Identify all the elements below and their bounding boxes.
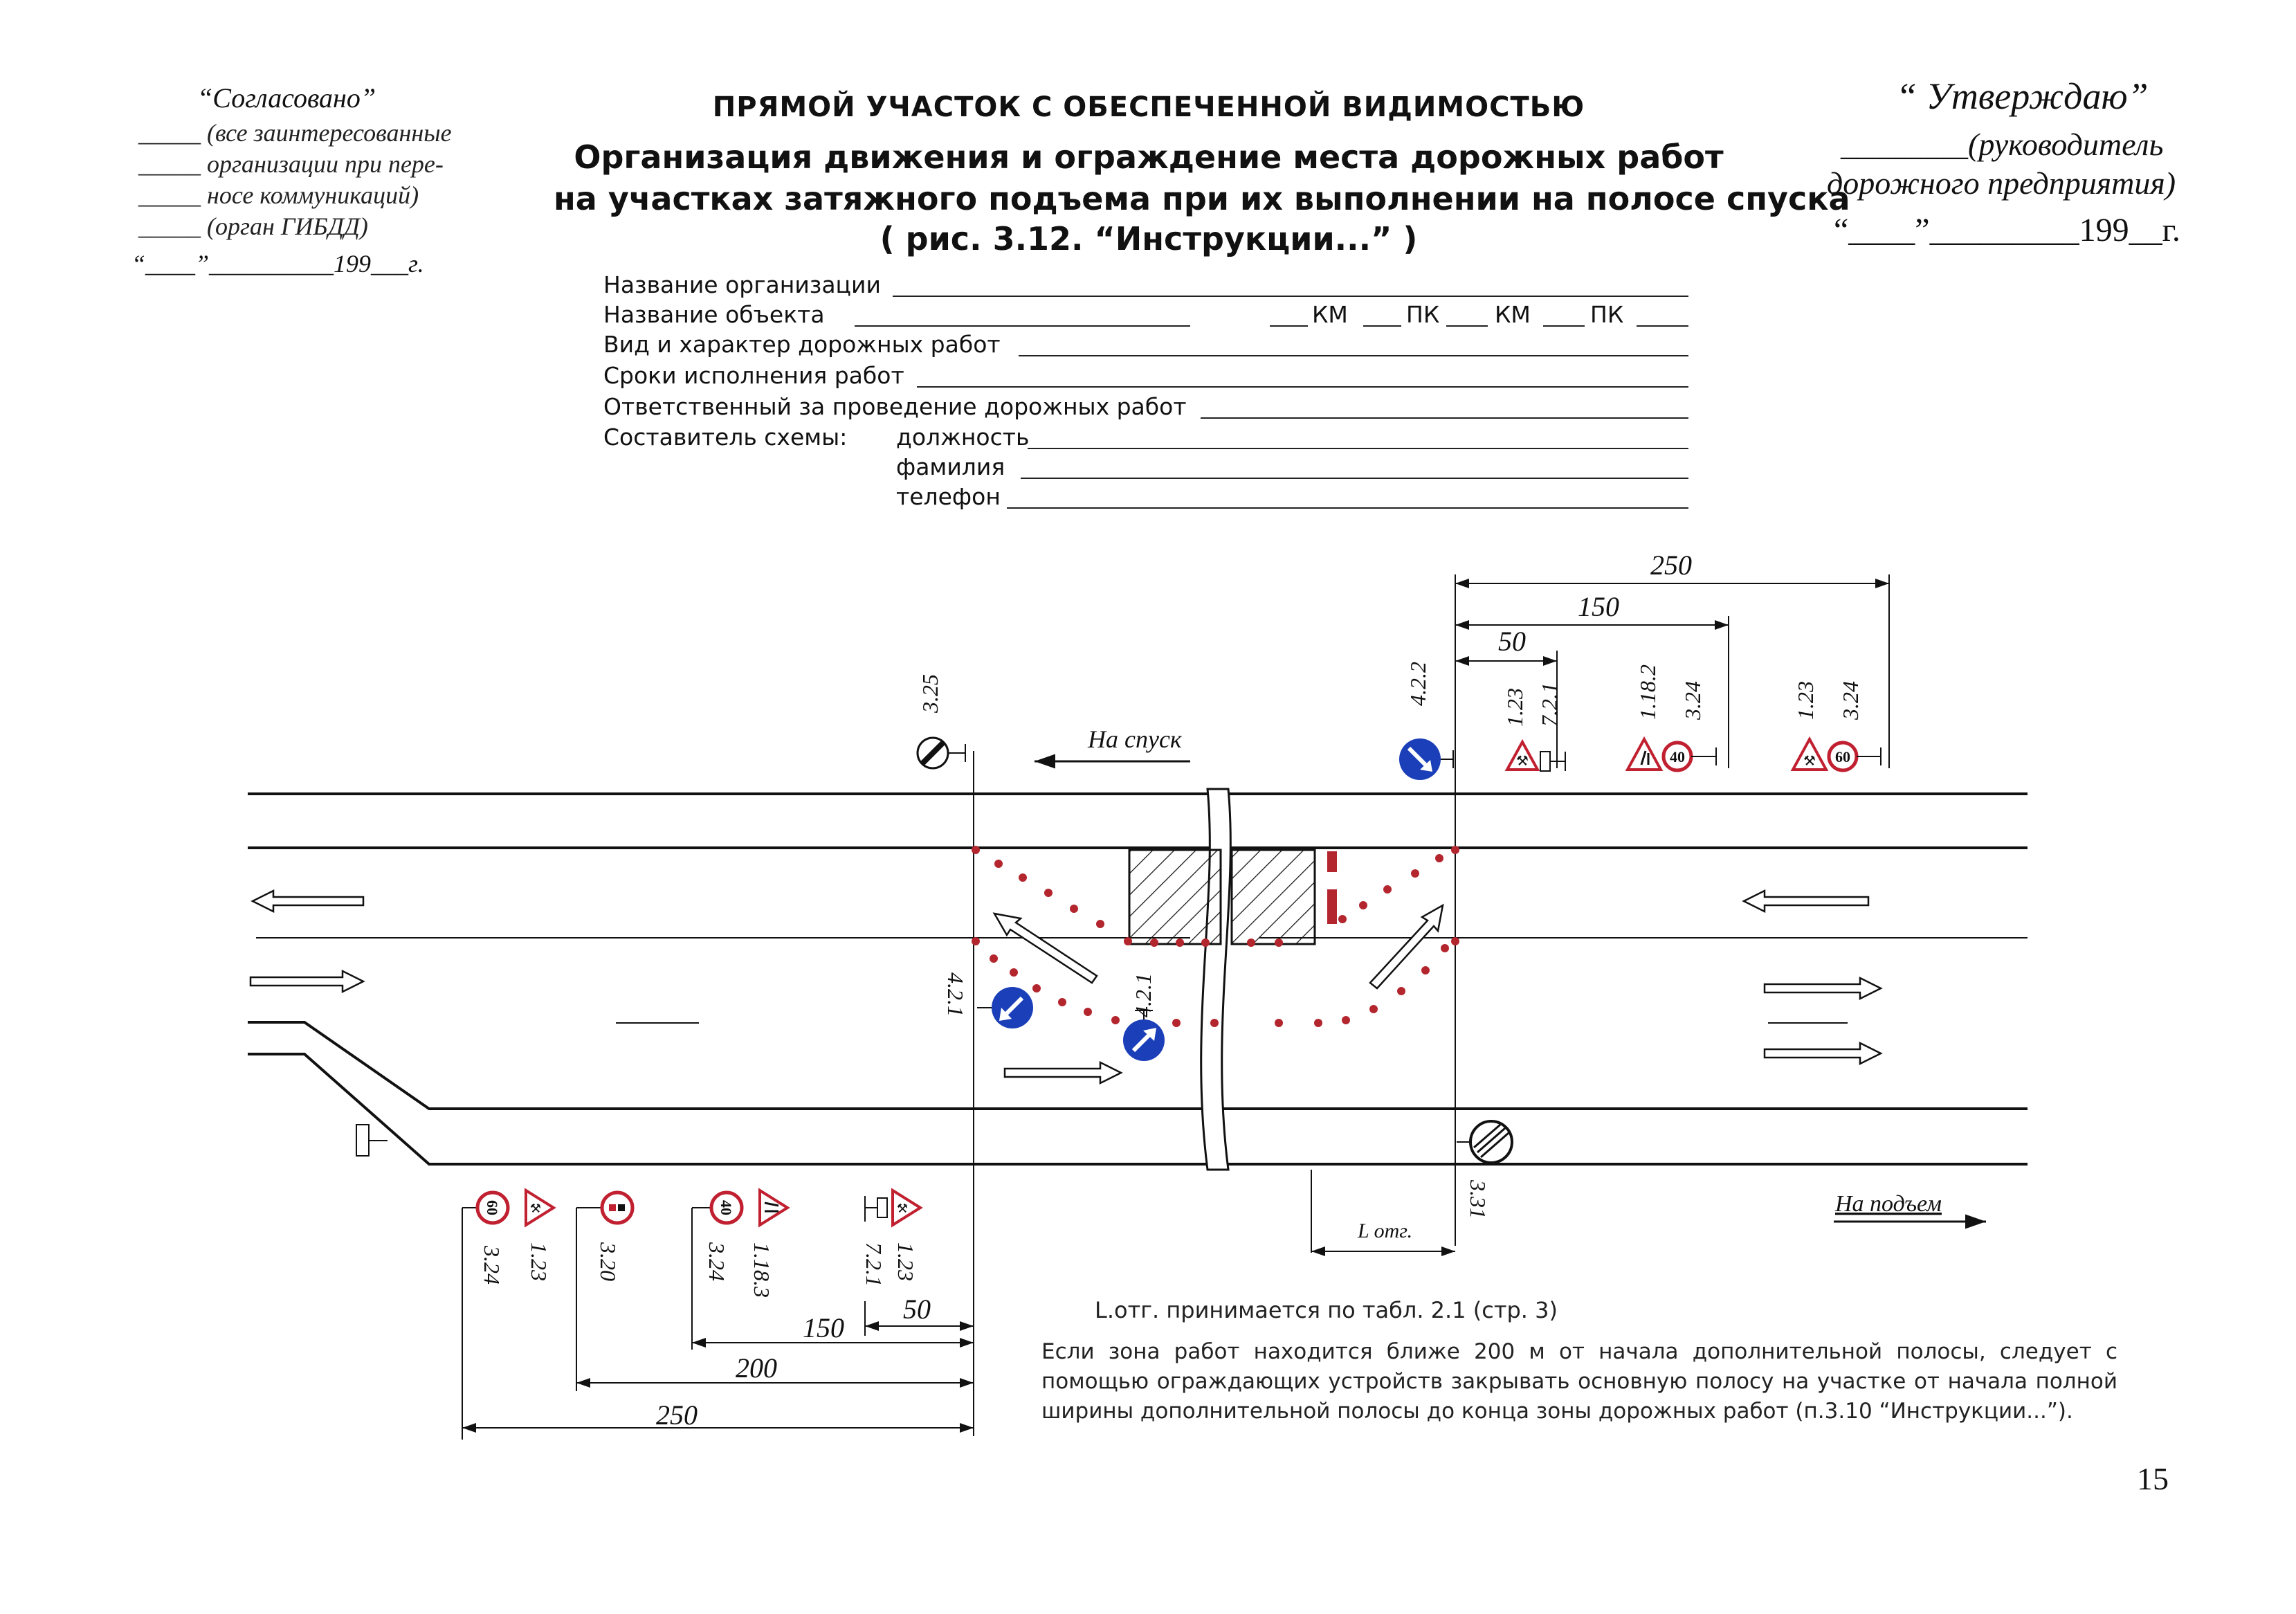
approval-left-title: “Согласовано” (197, 82, 376, 114)
form-pk2: ПК (1590, 301, 1624, 328)
approval-right-date: “____”_________199__г. (1834, 212, 2180, 248)
header-title-1: Организация движения и ограждение места дорожных работ (574, 138, 1724, 176)
code-7-2-1: 7.2.1 (862, 1242, 886, 1287)
sign-speed-60-1-23-bottom (462, 1190, 554, 1225)
code-3-24: 3.24 (480, 1246, 504, 1285)
approval-left-line: _____ организации при пере- (138, 150, 444, 178)
code-3-24: 3.24 (704, 1242, 729, 1281)
approval-left-date: “____”__________199___г. (131, 250, 424, 278)
direction-label-down: На спуск (1088, 725, 1182, 753)
approval-right-title: “ Утверждаю” (1896, 75, 2149, 117)
code-1-23: 1.23 (1502, 688, 1527, 727)
approval-right-line1: ________(руководитель (1841, 127, 2164, 162)
svg-text:⚒: ⚒ (896, 1202, 909, 1215)
work-zone-hatch (1129, 850, 1221, 944)
detour-arrow (1370, 905, 1443, 988)
form-km1: КМ (1312, 301, 1348, 328)
barrier-block (1327, 851, 1337, 872)
svg-text:⚒: ⚒ (1516, 754, 1529, 769)
code-1-23: 1.23 (1793, 681, 1818, 720)
form-terms-label: Сроки исполнения работ (603, 362, 904, 389)
dim-bottom-50: 50 (903, 1294, 931, 1325)
approval-left-line: _____ носе коммуникаций) (138, 181, 419, 209)
lane-arrow-right (250, 971, 363, 992)
form-org-label: Название организации (603, 271, 881, 298)
form-author-label: Составитель схемы: (603, 424, 848, 451)
note-lotg: L.отг. принимается по табл. 2.1 (стр. 3) (1095, 1297, 1558, 1323)
code-3-20: 3.20 (596, 1242, 621, 1281)
code-7-2-1: 7.2.1 (1537, 682, 1562, 727)
note-paragraph: Если зона работ находится ближе 200 м от начала дополнительной полосы, следует с помощью ограждающих устройств закрывать основную полосу на участке от начала полной ширины дополнительной полосы до конца зоны дорожных работ (п.3.10 “Инструкции...”). (1041, 1339, 2117, 1424)
work-zone-hatch (1232, 850, 1315, 944)
header-title-2: на участках затяжного подъема при их выполнении на полосе спуска (554, 180, 1850, 217)
sign-3-20 (576, 1193, 632, 1223)
speed-40-bottom: 40 (718, 1200, 735, 1215)
lane-arrow-right (1005, 1062, 1121, 1083)
code-3-25: 3.25 (918, 674, 942, 713)
code-4-2-1: 4.2.1 (943, 972, 968, 1017)
svg-text:⚒: ⚒ (1803, 754, 1816, 769)
side-post (356, 1125, 388, 1156)
code-1-23: 1.23 (527, 1242, 552, 1281)
speed-60-top: 60 (1835, 748, 1850, 765)
direction-label-up: На подъем (1835, 1191, 1942, 1217)
sign-1-18-2-speed-40 (1628, 739, 1716, 770)
barrier-block (1327, 903, 1337, 924)
dim-bottom-200: 200 (736, 1352, 777, 1384)
sign-3-31 (1457, 1121, 1512, 1163)
dim-top-150: 150 (1578, 591, 1619, 622)
sign-1-23-plate-bottom (865, 1190, 920, 1225)
dim-top-250: 250 (1650, 550, 1692, 581)
code-4-2-2: 4.2.2 (1405, 662, 1430, 706)
form-position-label: должность (896, 424, 1030, 451)
road-break (1201, 789, 1231, 1170)
header-title-3: ( рис. 3.12. “Инструкции...” ) (880, 220, 1418, 257)
approval-left-line: _____ (орган ГИБДД) (138, 212, 368, 240)
svg-text:⚒: ⚒ (529, 1202, 542, 1215)
form-surname-label: фамилия (896, 453, 1005, 480)
form-object-label: Название объекта (603, 301, 825, 328)
page-number: 15 (2137, 1461, 2169, 1496)
dim-top-50: 50 (1498, 626, 1526, 657)
form-km2: КМ (1495, 301, 1531, 328)
dim-lotg: L отг. (1358, 1219, 1413, 1242)
sign-4-2-1 (977, 987, 1033, 1028)
dim-bottom-250: 250 (656, 1399, 698, 1431)
header-caps: ПРЯМОЙ УЧАСТОК С ОБЕСПЕЧЕННОЙ ВИДИМОСТЬЮ (712, 91, 1585, 123)
sign-3-25 (918, 738, 965, 768)
lane-arrow-right (1765, 1043, 1881, 1064)
dim-bottom-150: 150 (803, 1312, 844, 1343)
speed-40-top: 40 (1670, 748, 1685, 765)
code-3-31: 3.31 (1466, 1180, 1491, 1219)
code-1-18-3: 1.18.3 (749, 1242, 774, 1298)
speed-60-bottom: 60 (484, 1200, 501, 1215)
code-3-24: 3.24 (1838, 681, 1863, 720)
approval-left-line: _____ (все заинтересованные (138, 119, 452, 147)
code-3-24: 3.24 (1680, 681, 1705, 720)
form-responsible-label: Ответственный за проведение дорожных работ (603, 393, 1187, 420)
sign-4-2-2 (1399, 738, 1453, 780)
code-4-2-1: 4.2.1 (1131, 973, 1156, 1017)
lane-arrow-left (1744, 891, 1868, 912)
lane-arrow-right (1765, 978, 1881, 999)
form-phone-label: телефон (896, 483, 1001, 510)
sign-speed-40-1-18-3 (692, 1190, 787, 1225)
lane-arrow-left (253, 891, 363, 912)
code-1-23: 1.23 (893, 1242, 918, 1281)
form-pk1: ПК (1406, 301, 1440, 328)
approval-right-line2: дорожного предприятия) (1827, 165, 2176, 201)
code-1-18-2: 1.18.2 (1635, 664, 1660, 720)
form-kind-label: Вид и характер дорожных работ (603, 331, 1001, 358)
sign-1-23-speed-60 (1793, 739, 1881, 770)
